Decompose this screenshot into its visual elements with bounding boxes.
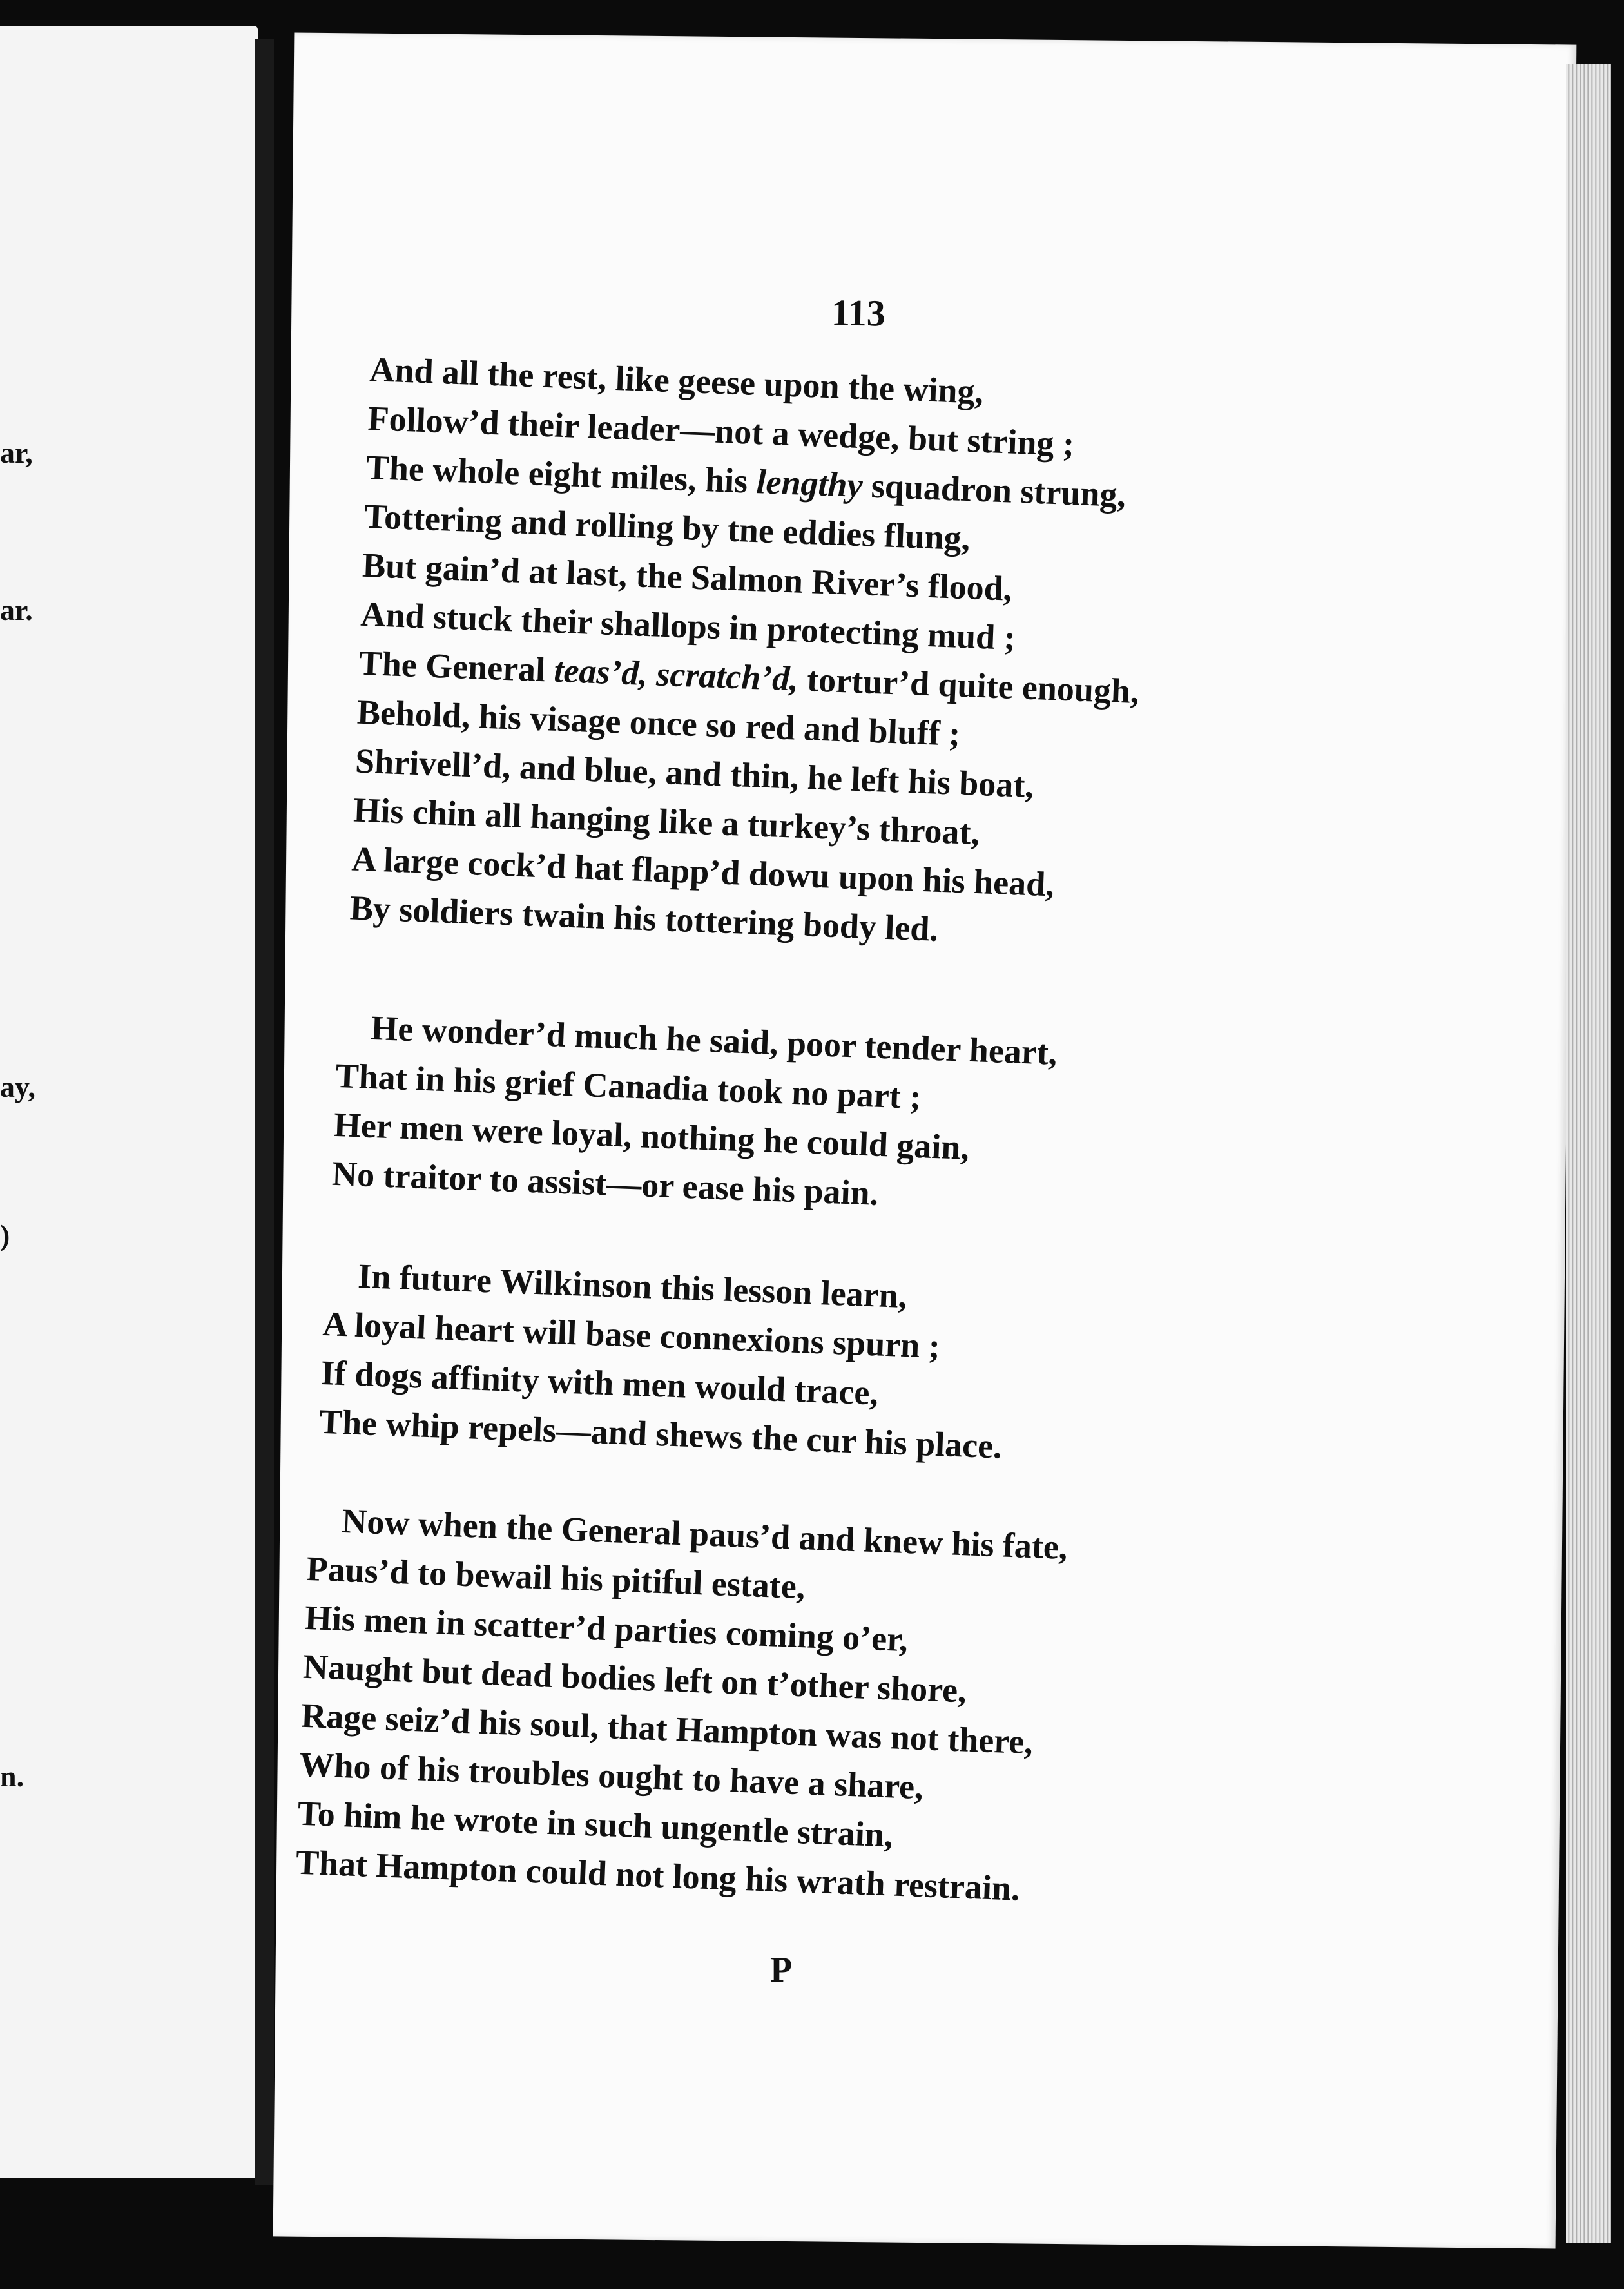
verse-text: That in his grief Canadia took no part ; — [334, 1056, 922, 1117]
verse-text: Now when the General paus’d and knew his fate, — [341, 1501, 1068, 1567]
stanza — [295, 1495, 1068, 1915]
verse-text: His chin all hanging like a turkey’s throat, — [353, 790, 981, 853]
verse-text: But gain’d at last, the Salmon River’s flood, — [362, 545, 1013, 608]
verse-text: He wonder’d much he said, poor tender heart, — [370, 1008, 1058, 1072]
stanza — [318, 1250, 1009, 1471]
left-page-fragment: ar. — [0, 594, 33, 626]
verse-text: squadron strung, — [862, 466, 1127, 515]
verse-text: Behold, his visage once so red and bluff ; — [356, 692, 962, 753]
verse-text: If dogs affinity with men would trace, — [320, 1353, 880, 1413]
page-number: 113 — [831, 291, 886, 334]
verse-text: Follow’d their leader—not a wedge, but string ; — [367, 398, 1076, 464]
verse-text: His men in scatter’d parties coming o’er, — [304, 1598, 909, 1659]
verse-text: The General — [358, 643, 555, 690]
verse-text: Naught but dead bodies left on t’other shore, — [302, 1647, 967, 1710]
verse-text: And all the rest, like geese upon the wing, — [369, 349, 985, 411]
verse-text: In future Wilkinson this lesson learn, — [357, 1256, 908, 1316]
verse-text: Who of his troubles ought to have a share, — [298, 1744, 924, 1807]
verse-italic-text: teas’d, scratch’d, — [553, 650, 799, 699]
verse-text: To him he wrote in such ungentle strain, — [296, 1793, 894, 1855]
page-edges — [1566, 64, 1611, 2243]
verse-text: The whip repels—and shews the cur his place. — [318, 1402, 1003, 1466]
verse-text: Her men were loyal, nothing he could gain, — [333, 1105, 971, 1168]
left-page-fragment: ay, — [0, 1070, 35, 1103]
left-page-fragment: n. — [0, 1760, 24, 1793]
verse-text: And stuck their shallops in protecting mud ; — [360, 594, 1016, 657]
verse-text: Tottering and rolling by tne eddies flung, — [363, 496, 971, 558]
verse-text: tortur’d quite enough, — [797, 659, 1140, 711]
verse-text: A large cock’d hat flapp’d dowu upon his head, — [351, 839, 1055, 904]
verse-text: Paus’d to bewail his pitiful estate, — [305, 1549, 806, 1607]
signature-mark: P — [770, 1950, 793, 1990]
verse-text: The whole eight miles, his — [365, 447, 757, 501]
verse-text: Shrivell’d, and blue, and thin, he left his boat, — [354, 741, 1034, 806]
verse-text: Rage seiz’d his soul, that Hampton was not there, — [300, 1695, 1034, 1762]
left-facing-page — [0, 26, 258, 2178]
stanza — [331, 1002, 1058, 1224]
left-page-fragment: ) — [0, 1219, 10, 1251]
book-gutter — [255, 39, 274, 2185]
verse-text: By soldiers twain his tottering body led. — [349, 888, 940, 949]
verse-text: That Hampton could not long his wrath restrain. — [295, 1842, 1021, 1908]
left-page-fragment: ar, — [0, 436, 33, 469]
verse-italic-text: lengthy — [755, 462, 864, 505]
stanza — [349, 345, 1151, 961]
verse-text: A loyal heart will base connexions spurn ; — [322, 1304, 941, 1366]
verse-text: No traitor to assist—or ease his pain. — [331, 1154, 880, 1213]
